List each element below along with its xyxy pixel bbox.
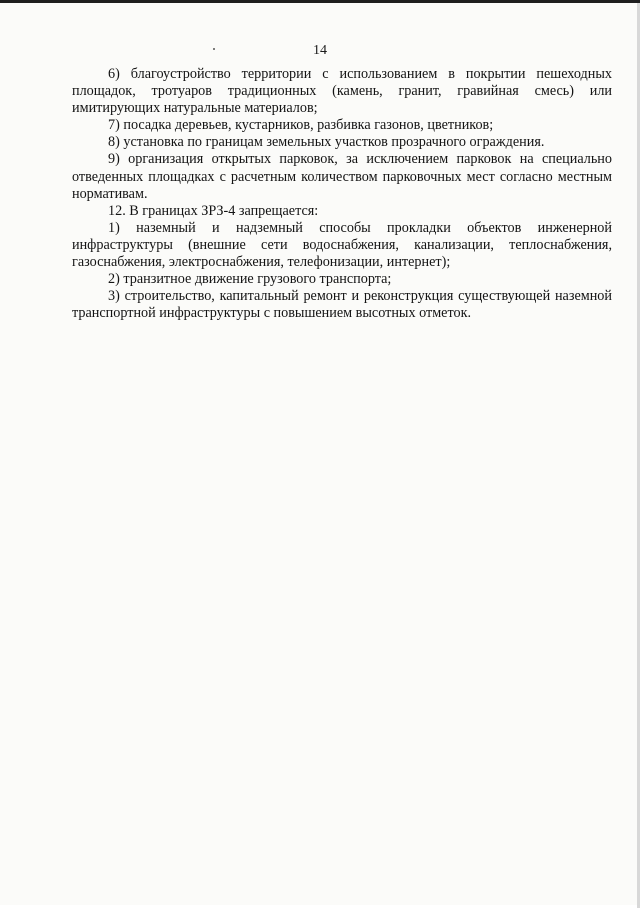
document-body [72,66,612,322]
paragraph-item-7: 7) посадка деревьев, кустарников, разбивка газонов, цветников; [108,117,494,134]
paragraph-item-6: 6) благоустройство территории с использованием в покрытии пешеходных площадок, тротуаров традиционных (камень, гранит, гравийная смесь) или имитирующих натуральные материалов; [72,66,612,117]
paragraph-item-8: 8) установка по границам земельных участков прозрачного ограждения. [108,134,545,151]
section-heading-12: 12. В границах ЗРЗ-4 запрещается: [108,202,319,219]
paragraph-item-2: 2) транзитное движение грузового транспорта; [108,271,392,288]
scan-speck [213,48,215,50]
page-number: 14 [313,43,327,58]
paragraph-item-1: 1) наземный и надземный способы прокладки объектов инженерной инфраструктуры (внешние сети водоснабжения, канализации, теплоснабжения, газоснабжения, электроснабжения, телефонизации, интернет); [72,219,612,271]
paragraph-item-3: 3) строительство, капитальный ремонт и реконструкция существующей наземной транспортной инфраструктуры с повышением высотных отметок. [72,288,612,322]
paragraph-item-9: 9) организация открытых парковок, за исключением парковок на специально отведенных площадках с расчетным количеством парковочных мест согласно местным нормативам. [72,151,612,202]
